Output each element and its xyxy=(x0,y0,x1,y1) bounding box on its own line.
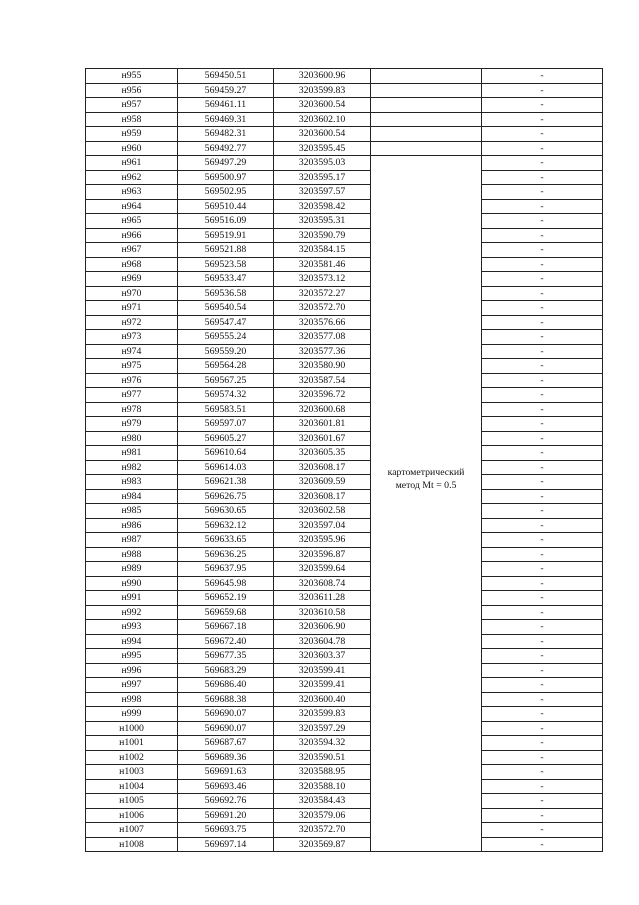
y-coordinate-cell: 3203595.03 xyxy=(274,156,371,171)
accuracy-cell: - xyxy=(482,98,603,113)
x-coordinate-cell: 569605.27 xyxy=(178,431,274,446)
y-coordinate-cell: 3203599.41 xyxy=(274,678,371,693)
y-coordinate-cell: 3203572.27 xyxy=(274,286,371,301)
y-coordinate-cell: 3203595.31 xyxy=(274,214,371,229)
y-coordinate-cell: 3203576.66 xyxy=(274,315,371,330)
x-coordinate-cell: 569636.25 xyxy=(178,547,274,562)
point-name-cell: н970 xyxy=(86,286,178,301)
y-coordinate-cell: 3203602.58 xyxy=(274,504,371,519)
point-name-cell: н1003 xyxy=(86,765,178,780)
x-coordinate-cell: 569689.36 xyxy=(178,750,274,765)
accuracy-cell: - xyxy=(482,112,603,127)
x-coordinate-cell: 569519.91 xyxy=(178,228,274,243)
x-coordinate-cell: 569659.68 xyxy=(178,605,274,620)
x-coordinate-cell: 569540.54 xyxy=(178,301,274,316)
table-row xyxy=(86,83,603,98)
table-row xyxy=(86,779,603,794)
x-coordinate-cell: 569574.32 xyxy=(178,388,274,403)
x-coordinate-cell: 569533.47 xyxy=(178,272,274,287)
point-name-cell: н987 xyxy=(86,533,178,548)
accuracy-cell: - xyxy=(482,141,603,156)
table-row xyxy=(86,562,603,577)
table-row xyxy=(86,359,603,374)
x-coordinate-cell: 569693.75 xyxy=(178,823,274,838)
point-name-cell: н990 xyxy=(86,576,178,591)
table-row xyxy=(86,431,603,446)
x-coordinate-cell: 569630.65 xyxy=(178,504,274,519)
y-coordinate-cell: 3203599.41 xyxy=(274,663,371,678)
x-coordinate-cell: 569626.75 xyxy=(178,489,274,504)
method-note-cell xyxy=(371,156,482,852)
table-row xyxy=(86,272,603,287)
point-name-cell: н993 xyxy=(86,620,178,635)
accuracy-cell: - xyxy=(482,678,603,693)
x-coordinate-cell: 569492.77 xyxy=(178,141,274,156)
table-row xyxy=(86,533,603,548)
y-coordinate-cell: 3203606.90 xyxy=(274,620,371,635)
x-coordinate-cell: 569687.67 xyxy=(178,736,274,751)
accuracy-cell: - xyxy=(482,243,603,258)
table-row xyxy=(86,707,603,722)
point-name-cell: н976 xyxy=(86,373,178,388)
accuracy-cell: - xyxy=(482,736,603,751)
y-coordinate-cell: 3203590.51 xyxy=(274,750,371,765)
point-name-cell: н1004 xyxy=(86,779,178,794)
point-name-cell: н999 xyxy=(86,707,178,722)
x-coordinate-cell: 569536.58 xyxy=(178,286,274,301)
point-name-cell: н962 xyxy=(86,170,178,185)
accuracy-cell: - xyxy=(482,663,603,678)
x-coordinate-cell: 569690.07 xyxy=(178,707,274,722)
accuracy-cell: - xyxy=(482,692,603,707)
point-name-cell: н966 xyxy=(86,228,178,243)
y-coordinate-cell: 3203597.04 xyxy=(274,518,371,533)
y-coordinate-cell: 3203587.54 xyxy=(274,373,371,388)
y-coordinate-cell: 3203577.08 xyxy=(274,330,371,345)
point-name-cell: н955 xyxy=(86,69,178,84)
accuracy-cell: - xyxy=(482,808,603,823)
table-row xyxy=(86,98,603,113)
point-name-cell: н995 xyxy=(86,649,178,664)
y-coordinate-cell: 3203584.15 xyxy=(274,243,371,258)
y-coordinate-cell: 3203573.12 xyxy=(274,272,371,287)
y-coordinate-cell: 3203602.10 xyxy=(274,112,371,127)
x-coordinate-cell: 569516.09 xyxy=(178,214,274,229)
table-row xyxy=(86,156,603,171)
table-row xyxy=(86,141,603,156)
y-coordinate-cell: 3203588.10 xyxy=(274,779,371,794)
accuracy-cell: - xyxy=(482,417,603,432)
accuracy-cell: - xyxy=(482,562,603,577)
table-row xyxy=(86,692,603,707)
point-name-cell: н980 xyxy=(86,431,178,446)
x-coordinate-cell: 569693.46 xyxy=(178,779,274,794)
point-name-cell: н997 xyxy=(86,678,178,693)
y-coordinate-cell: 3203581.46 xyxy=(274,257,371,272)
table-row xyxy=(86,170,603,185)
accuracy-cell: - xyxy=(482,837,603,852)
y-coordinate-cell: 3203596.87 xyxy=(274,547,371,562)
accuracy-cell: - xyxy=(482,228,603,243)
table-row xyxy=(86,214,603,229)
method-cell-empty xyxy=(371,98,482,113)
x-coordinate-cell: 569645.98 xyxy=(178,576,274,591)
x-coordinate-cell: 569450.51 xyxy=(178,69,274,84)
x-coordinate-cell: 569686.40 xyxy=(178,678,274,693)
accuracy-cell: - xyxy=(482,388,603,403)
table-row xyxy=(86,446,603,461)
y-coordinate-cell: 3203595.45 xyxy=(274,141,371,156)
y-coordinate-cell: 3203611.28 xyxy=(274,591,371,606)
point-name-cell: н982 xyxy=(86,460,178,475)
point-name-cell: н1007 xyxy=(86,823,178,838)
x-coordinate-cell: 569559.20 xyxy=(178,344,274,359)
method-cell-empty xyxy=(371,112,482,127)
y-coordinate-cell: 3203599.83 xyxy=(274,83,371,98)
accuracy-cell: - xyxy=(482,489,603,504)
method-cell-empty xyxy=(371,141,482,156)
y-coordinate-cell: 3203601.81 xyxy=(274,417,371,432)
x-coordinate-cell: 569555.24 xyxy=(178,330,274,345)
point-name-cell: н967 xyxy=(86,243,178,258)
x-coordinate-cell: 569482.31 xyxy=(178,127,274,142)
table-row xyxy=(86,112,603,127)
y-coordinate-cell: 3203596.72 xyxy=(274,388,371,403)
point-name-cell: н992 xyxy=(86,605,178,620)
point-name-cell: н979 xyxy=(86,417,178,432)
y-coordinate-cell: 3203609.59 xyxy=(274,475,371,490)
table-row xyxy=(86,620,603,635)
accuracy-cell: - xyxy=(482,518,603,533)
table-row xyxy=(86,837,603,852)
table-row xyxy=(86,591,603,606)
point-name-cell: н988 xyxy=(86,547,178,562)
y-coordinate-cell: 3203600.68 xyxy=(274,402,371,417)
method-cell-empty xyxy=(371,69,482,84)
accuracy-cell: - xyxy=(482,156,603,171)
table-row xyxy=(86,736,603,751)
accuracy-cell: - xyxy=(482,620,603,635)
x-coordinate-cell: 569547.47 xyxy=(178,315,274,330)
x-coordinate-cell: 569521.88 xyxy=(178,243,274,258)
y-coordinate-cell: 3203599.83 xyxy=(274,707,371,722)
x-coordinate-cell: 569621.38 xyxy=(178,475,274,490)
x-coordinate-cell: 569672.40 xyxy=(178,634,274,649)
y-coordinate-cell: 3203572.70 xyxy=(274,823,371,838)
point-name-cell: н957 xyxy=(86,98,178,113)
x-coordinate-cell: 569688.38 xyxy=(178,692,274,707)
method-cell-empty xyxy=(371,83,482,98)
x-coordinate-cell: 569583.51 xyxy=(178,402,274,417)
table-row xyxy=(86,301,603,316)
table-row xyxy=(86,518,603,533)
x-coordinate-cell: 569691.20 xyxy=(178,808,274,823)
table-row xyxy=(86,257,603,272)
point-name-cell: н956 xyxy=(86,83,178,98)
y-coordinate-cell: 3203590.79 xyxy=(274,228,371,243)
accuracy-cell: - xyxy=(482,533,603,548)
x-coordinate-cell: 569461.11 xyxy=(178,98,274,113)
table-row xyxy=(86,286,603,301)
point-name-cell: н994 xyxy=(86,634,178,649)
table-row xyxy=(86,634,603,649)
accuracy-cell: - xyxy=(482,199,603,214)
point-name-cell: н986 xyxy=(86,518,178,533)
x-coordinate-cell: 569500.97 xyxy=(178,170,274,185)
x-coordinate-cell: 569469.31 xyxy=(178,112,274,127)
x-coordinate-cell: 569610.64 xyxy=(178,446,274,461)
table-body xyxy=(86,69,603,852)
y-coordinate-cell: 3203608.17 xyxy=(274,460,371,475)
x-coordinate-cell: 569692.76 xyxy=(178,794,274,809)
accuracy-cell: - xyxy=(482,214,603,229)
table-row xyxy=(86,765,603,780)
y-coordinate-cell: 3203580.90 xyxy=(274,359,371,374)
point-name-cell: н991 xyxy=(86,591,178,606)
accuracy-cell: - xyxy=(482,721,603,736)
y-coordinate-cell: 3203595.17 xyxy=(274,170,371,185)
point-name-cell: н978 xyxy=(86,402,178,417)
accuracy-cell: - xyxy=(482,779,603,794)
y-coordinate-cell: 3203600.54 xyxy=(274,127,371,142)
coordinates-table xyxy=(85,68,603,852)
table-row xyxy=(86,69,603,84)
accuracy-cell: - xyxy=(482,707,603,722)
y-coordinate-cell: 3203608.74 xyxy=(274,576,371,591)
point-name-cell: н996 xyxy=(86,663,178,678)
y-coordinate-cell: 3203600.54 xyxy=(274,98,371,113)
x-coordinate-cell: 569677.35 xyxy=(178,649,274,664)
accuracy-cell: - xyxy=(482,823,603,838)
point-name-cell: н1005 xyxy=(86,794,178,809)
y-coordinate-cell: 3203579.06 xyxy=(274,808,371,823)
point-name-cell: н969 xyxy=(86,272,178,287)
accuracy-cell: - xyxy=(482,475,603,490)
point-name-cell: н985 xyxy=(86,504,178,519)
table-row xyxy=(86,489,603,504)
y-coordinate-cell: 3203600.40 xyxy=(274,692,371,707)
accuracy-cell: - xyxy=(482,69,603,84)
y-coordinate-cell: 3203605.35 xyxy=(274,446,371,461)
table-row xyxy=(86,547,603,562)
table-row xyxy=(86,649,603,664)
method-cell-empty xyxy=(371,127,482,142)
x-coordinate-cell: 569697.14 xyxy=(178,837,274,852)
table-row xyxy=(86,127,603,142)
point-name-cell: н965 xyxy=(86,214,178,229)
y-coordinate-cell: 3203598.42 xyxy=(274,199,371,214)
table-row xyxy=(86,330,603,345)
point-name-cell: н975 xyxy=(86,359,178,374)
table-row xyxy=(86,808,603,823)
accuracy-cell: - xyxy=(482,330,603,345)
y-coordinate-cell: 3203603.37 xyxy=(274,649,371,664)
point-name-cell: н1000 xyxy=(86,721,178,736)
accuracy-cell: - xyxy=(482,446,603,461)
table-row xyxy=(86,475,603,490)
x-coordinate-cell: 569497.29 xyxy=(178,156,274,171)
accuracy-cell: - xyxy=(482,315,603,330)
table-row xyxy=(86,794,603,809)
accuracy-cell: - xyxy=(482,185,603,200)
table-row xyxy=(86,663,603,678)
point-name-cell: н998 xyxy=(86,692,178,707)
point-name-cell: н1006 xyxy=(86,808,178,823)
y-coordinate-cell: 3203597.29 xyxy=(274,721,371,736)
accuracy-cell: - xyxy=(482,794,603,809)
x-coordinate-cell: 569523.58 xyxy=(178,257,274,272)
x-coordinate-cell: 569633.65 xyxy=(178,533,274,548)
point-name-cell: н983 xyxy=(86,475,178,490)
table-row xyxy=(86,417,603,432)
table-row xyxy=(86,344,603,359)
table-row xyxy=(86,315,603,330)
y-coordinate-cell: 3203572.70 xyxy=(274,301,371,316)
table-row xyxy=(86,199,603,214)
accuracy-cell: - xyxy=(482,431,603,446)
accuracy-cell: - xyxy=(482,170,603,185)
y-coordinate-cell: 3203588.95 xyxy=(274,765,371,780)
y-coordinate-cell: 3203604.78 xyxy=(274,634,371,649)
x-coordinate-cell: 569510.44 xyxy=(178,199,274,214)
table-row xyxy=(86,185,603,200)
point-name-cell: н984 xyxy=(86,489,178,504)
method-note-line2: метод Mt = 0.5 xyxy=(395,480,457,491)
point-name-cell: н974 xyxy=(86,344,178,359)
y-coordinate-cell: 3203594.32 xyxy=(274,736,371,751)
x-coordinate-cell: 569564.28 xyxy=(178,359,274,374)
point-name-cell: н971 xyxy=(86,301,178,316)
accuracy-cell: - xyxy=(482,83,603,98)
accuracy-cell: - xyxy=(482,649,603,664)
accuracy-cell: - xyxy=(482,750,603,765)
x-coordinate-cell: 569614.03 xyxy=(178,460,274,475)
point-name-cell: н972 xyxy=(86,315,178,330)
y-coordinate-cell: 3203601.67 xyxy=(274,431,371,446)
y-coordinate-cell: 3203577.36 xyxy=(274,344,371,359)
table-row xyxy=(86,373,603,388)
table-row xyxy=(86,678,603,693)
point-name-cell: н1001 xyxy=(86,736,178,751)
x-coordinate-cell: 569459.27 xyxy=(178,83,274,98)
y-coordinate-cell: 3203595.96 xyxy=(274,533,371,548)
y-coordinate-cell: 3203599.64 xyxy=(274,562,371,577)
x-coordinate-cell: 569691.63 xyxy=(178,765,274,780)
point-name-cell: н977 xyxy=(86,388,178,403)
accuracy-cell: - xyxy=(482,605,603,620)
y-coordinate-cell: 3203600.96 xyxy=(274,69,371,84)
accuracy-cell: - xyxy=(482,127,603,142)
point-name-cell: н1008 xyxy=(86,837,178,852)
accuracy-cell: - xyxy=(482,301,603,316)
point-name-cell: н968 xyxy=(86,257,178,272)
table-row xyxy=(86,504,603,519)
accuracy-cell: - xyxy=(482,634,603,649)
accuracy-cell: - xyxy=(482,547,603,562)
x-coordinate-cell: 569667.18 xyxy=(178,620,274,635)
point-name-cell: н989 xyxy=(86,562,178,577)
method-note-line1: картометрический xyxy=(387,467,465,478)
table-row xyxy=(86,460,603,475)
y-coordinate-cell: 3203597.57 xyxy=(274,185,371,200)
y-coordinate-cell: 3203569.87 xyxy=(274,837,371,852)
accuracy-cell: - xyxy=(482,359,603,374)
accuracy-cell: - xyxy=(482,344,603,359)
accuracy-cell: - xyxy=(482,576,603,591)
table-row xyxy=(86,750,603,765)
point-name-cell: н960 xyxy=(86,141,178,156)
y-coordinate-cell: 3203610.58 xyxy=(274,605,371,620)
accuracy-cell: - xyxy=(482,286,603,301)
y-coordinate-cell: 3203584.43 xyxy=(274,794,371,809)
table-row xyxy=(86,388,603,403)
table-row xyxy=(86,823,603,838)
x-coordinate-cell: 569597.07 xyxy=(178,417,274,432)
table-row xyxy=(86,721,603,736)
table-row xyxy=(86,576,603,591)
accuracy-cell: - xyxy=(482,504,603,519)
table-row xyxy=(86,243,603,258)
point-name-cell: н958 xyxy=(86,112,178,127)
x-coordinate-cell: 569683.29 xyxy=(178,663,274,678)
point-name-cell: н963 xyxy=(86,185,178,200)
point-name-cell: н973 xyxy=(86,330,178,345)
coordinates-sheet xyxy=(85,68,603,852)
accuracy-cell: - xyxy=(482,373,603,388)
x-coordinate-cell: 569632.12 xyxy=(178,518,274,533)
accuracy-cell: - xyxy=(482,591,603,606)
accuracy-cell: - xyxy=(482,272,603,287)
point-name-cell: н961 xyxy=(86,156,178,171)
y-coordinate-cell: 3203608.17 xyxy=(274,489,371,504)
x-coordinate-cell: 569567.25 xyxy=(178,373,274,388)
x-coordinate-cell: 569690.07 xyxy=(178,721,274,736)
table-row xyxy=(86,402,603,417)
point-name-cell: н981 xyxy=(86,446,178,461)
point-name-cell: н964 xyxy=(86,199,178,214)
x-coordinate-cell: 569502.95 xyxy=(178,185,274,200)
accuracy-cell: - xyxy=(482,460,603,475)
point-name-cell: н1002 xyxy=(86,750,178,765)
accuracy-cell: - xyxy=(482,257,603,272)
accuracy-cell: - xyxy=(482,402,603,417)
table-row xyxy=(86,605,603,620)
point-name-cell: н959 xyxy=(86,127,178,142)
x-coordinate-cell: 569637.95 xyxy=(178,562,274,577)
table-row xyxy=(86,228,603,243)
x-coordinate-cell: 569652.19 xyxy=(178,591,274,606)
accuracy-cell: - xyxy=(482,765,603,780)
